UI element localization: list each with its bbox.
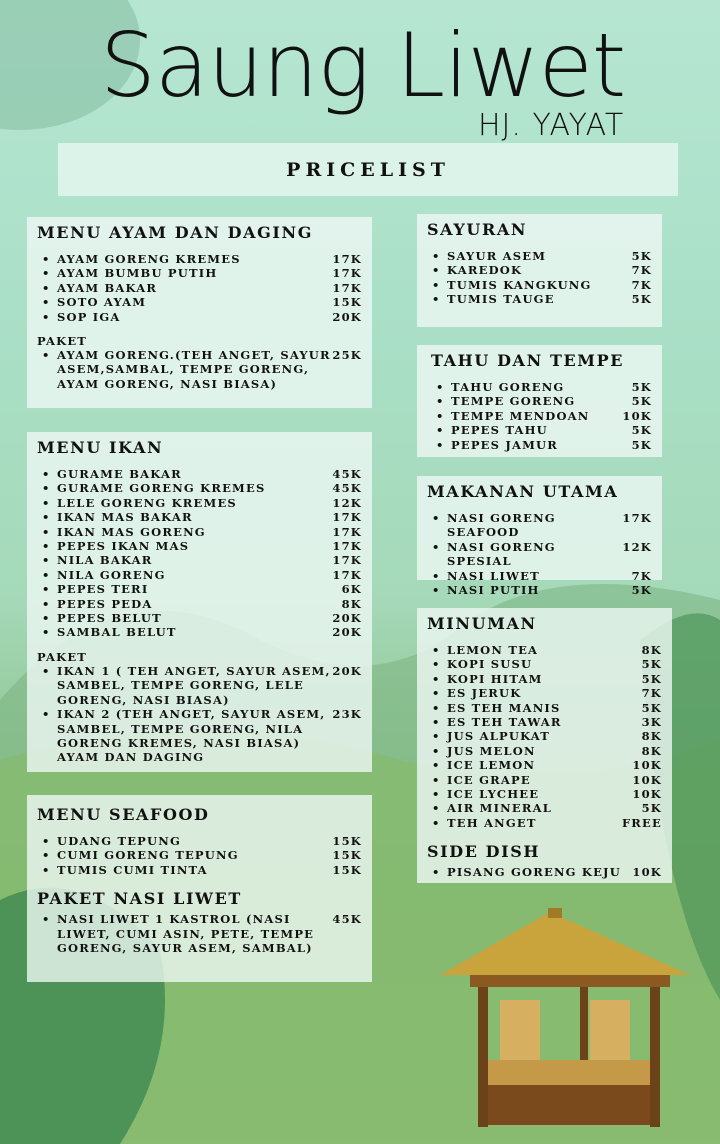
bullet-icon: • bbox=[42, 834, 51, 848]
item-name: TUMIS TAUGE bbox=[447, 292, 555, 307]
menu-item bbox=[427, 278, 652, 292]
item-price: 10K bbox=[632, 772, 662, 787]
item-name: PEPES IKAN MAS bbox=[57, 539, 190, 554]
menu-item bbox=[431, 380, 652, 394]
item-price: 5K bbox=[631, 437, 652, 452]
item-name: ES TEH TAWAR bbox=[447, 715, 562, 730]
section-sayuran bbox=[417, 214, 662, 327]
item-name: IKAN MAS GORENG bbox=[57, 524, 206, 539]
bullet-icon: • bbox=[432, 511, 441, 525]
paket-label: PAKET bbox=[37, 334, 88, 349]
item-price: 17K bbox=[332, 553, 362, 568]
bullet-icon: • bbox=[432, 249, 441, 263]
item-name: IKAN 1 ( TEH ANGET, SAYUR ASEM, SAMBEL, TEMPE GORENG, LELE GORENG, NASI BIASA) bbox=[57, 663, 331, 707]
menu-item bbox=[427, 540, 652, 569]
item-name: NASI GORENG SEAFOOD bbox=[447, 511, 556, 540]
bullet-icon: • bbox=[42, 567, 51, 582]
menu-item bbox=[427, 292, 652, 306]
bullet-icon: • bbox=[42, 582, 51, 597]
menu-item bbox=[427, 729, 662, 743]
item-price: 5K bbox=[631, 583, 652, 598]
section-title: PAKET NASI LIWET bbox=[37, 889, 242, 909]
bullet-icon: • bbox=[436, 408, 445, 423]
item-name: TUMIS CUMI TINTA bbox=[57, 862, 208, 877]
bullet-icon: • bbox=[42, 309, 51, 324]
section-ayam bbox=[27, 217, 372, 408]
item-price: 45K bbox=[332, 467, 362, 481]
section-title: MAKANAN UTAMA bbox=[427, 482, 619, 501]
menu-item bbox=[37, 597, 362, 611]
menu-item bbox=[37, 281, 362, 295]
item-price: 25K bbox=[332, 348, 362, 363]
restaurant-name: Saung Liwet bbox=[100, 14, 626, 117]
menu-item bbox=[431, 438, 652, 452]
item-name: NILA BAKAR bbox=[57, 553, 153, 568]
item-name: NASI LIWET 1 KASTROL (NASI LIWET, CUMI ASIN, PETE, TEMPE GORENG, SAYUR ASEM, SAMBAL) bbox=[57, 912, 315, 956]
bullet-icon: • bbox=[432, 568, 441, 583]
menu-item bbox=[431, 423, 652, 437]
bullet-icon: • bbox=[432, 729, 441, 744]
item-price: 12K bbox=[332, 495, 362, 510]
bullet-icon: • bbox=[42, 524, 51, 539]
menu-item bbox=[37, 707, 362, 765]
bullet-icon: • bbox=[432, 539, 441, 554]
bullet-icon: • bbox=[42, 862, 51, 877]
item-price: 20K bbox=[332, 309, 362, 324]
section-tahu bbox=[417, 345, 662, 457]
item-name: IKAN 2 (TEH ANGET, SAYUR ASEM, SAMBEL, TEMPE GORENG, NILA GORENG KREMES, NASI BIASA) AYAM DAN DAGING bbox=[57, 707, 326, 765]
menu-item bbox=[427, 744, 662, 758]
section-title: MENU IKAN bbox=[37, 438, 164, 457]
item-name: GURAME BAKAR bbox=[57, 467, 182, 481]
item-price: 15K bbox=[332, 848, 362, 863]
menu-item bbox=[37, 553, 362, 567]
bullet-icon: • bbox=[436, 423, 445, 438]
item-price: 10K bbox=[632, 787, 662, 802]
item-price: 5K bbox=[631, 249, 652, 263]
bullet-icon: • bbox=[42, 912, 51, 927]
item-name: PEPES BELUT bbox=[57, 611, 162, 626]
item-name: TEMPE MENDOAN bbox=[451, 408, 590, 423]
bullet-icon: • bbox=[42, 348, 51, 363]
menu-item bbox=[37, 848, 362, 862]
bullet-icon: • bbox=[436, 380, 445, 394]
bullet-icon: • bbox=[42, 481, 51, 496]
item-price: 15K bbox=[332, 834, 362, 848]
item-price: 10K bbox=[632, 758, 662, 773]
item-price: 23K bbox=[332, 707, 362, 722]
menu-item bbox=[37, 611, 362, 625]
menu-item bbox=[37, 467, 362, 481]
item-price: 7K bbox=[631, 277, 652, 292]
item-name: NASI GORENG SPESIAL bbox=[447, 539, 556, 569]
item-name: GURAME GORENG KREMES bbox=[57, 481, 266, 496]
item-price: 5K bbox=[641, 801, 662, 816]
bullet-icon: • bbox=[42, 280, 51, 295]
item-price: 12K bbox=[622, 539, 652, 554]
bullet-icon: • bbox=[432, 743, 441, 758]
item-name: PEPES TERI bbox=[57, 582, 149, 597]
menu-item bbox=[37, 481, 362, 495]
item-name: CUMI GORENG TEPUNG bbox=[57, 848, 239, 863]
bullet-icon: • bbox=[432, 643, 441, 657]
item-name: PISANG GORENG KEJU bbox=[447, 865, 621, 880]
section-seafood bbox=[27, 795, 372, 982]
menu-item bbox=[427, 583, 652, 597]
menu-item bbox=[427, 801, 662, 815]
bullet-icon: • bbox=[42, 539, 51, 554]
menu-item bbox=[37, 496, 362, 510]
menu-item bbox=[427, 643, 662, 657]
bullet-icon: • bbox=[42, 266, 51, 281]
item-price: 17K bbox=[332, 539, 362, 554]
item-name: SAYUR ASEM bbox=[447, 249, 547, 263]
menu-item bbox=[427, 701, 662, 715]
item-price: 5K bbox=[631, 394, 652, 409]
item-price: 17K bbox=[332, 524, 362, 539]
section-utama bbox=[417, 476, 662, 598]
menu-item bbox=[427, 758, 662, 772]
bullet-icon: • bbox=[432, 583, 441, 598]
item-price: 17K bbox=[332, 280, 362, 295]
item-price: 7K bbox=[631, 263, 652, 278]
bullet-icon: • bbox=[432, 758, 441, 773]
bullet-icon: • bbox=[42, 663, 51, 678]
menu-item bbox=[427, 773, 662, 787]
item-price: 17K bbox=[332, 567, 362, 582]
bullet-icon: • bbox=[432, 700, 441, 715]
menu-item bbox=[427, 657, 662, 671]
item-name: LELE GORENG KREMES bbox=[57, 495, 237, 510]
bullet-icon: • bbox=[42, 625, 51, 640]
item-price: 45K bbox=[332, 912, 362, 927]
menu-item bbox=[37, 266, 362, 280]
item-price: 5K bbox=[641, 700, 662, 715]
bullet-icon: • bbox=[42, 707, 51, 722]
menu-item bbox=[427, 715, 662, 729]
item-price: 15K bbox=[332, 862, 362, 877]
item-name: NASI PUTIH bbox=[447, 583, 540, 598]
item-price: 6K bbox=[341, 582, 362, 597]
menu-item bbox=[427, 511, 652, 540]
item-price: 5K bbox=[641, 671, 662, 686]
item-name: KOPI SUSU bbox=[447, 657, 533, 672]
menu-item bbox=[427, 686, 662, 700]
restaurant-subtitle: HJ. YAYAT bbox=[478, 108, 625, 143]
item-name: PEPES JAMUR bbox=[451, 437, 559, 452]
item-price: 17K bbox=[332, 252, 362, 266]
item-price: 45K bbox=[332, 481, 362, 496]
item-name: NILA GORENG bbox=[57, 567, 166, 582]
section-title: SIDE DISH bbox=[427, 842, 541, 862]
bullet-icon: • bbox=[432, 686, 441, 701]
bullet-icon: • bbox=[432, 292, 441, 307]
bullet-icon: • bbox=[42, 611, 51, 626]
item-name: JUS ALPUKAT bbox=[447, 729, 551, 744]
item-name: JUS MELON bbox=[447, 743, 536, 758]
bullet-icon: • bbox=[42, 467, 51, 481]
menu-item bbox=[37, 625, 362, 639]
item-price: 15K bbox=[332, 295, 362, 310]
bullet-icon: • bbox=[432, 787, 441, 802]
section-minuman bbox=[417, 608, 672, 883]
item-name: ICE GRAPE bbox=[447, 772, 531, 787]
bullet-icon: • bbox=[432, 263, 441, 278]
item-price: 17K bbox=[332, 266, 362, 281]
menu-item bbox=[431, 409, 652, 423]
item-name: AYAM BUMBU PUTIH bbox=[57, 266, 218, 281]
item-price: 17K bbox=[332, 510, 362, 525]
bullet-icon: • bbox=[432, 277, 441, 292]
bullet-icon: • bbox=[432, 815, 441, 830]
item-price: 10K bbox=[622, 408, 652, 423]
item-price: 8K bbox=[641, 729, 662, 744]
bullet-icon: • bbox=[432, 657, 441, 672]
bullet-icon: • bbox=[436, 394, 445, 409]
section-title: MINUMAN bbox=[427, 614, 537, 633]
menu-item bbox=[37, 310, 362, 324]
menu-item bbox=[37, 510, 362, 524]
bullet-icon: • bbox=[42, 495, 51, 510]
bullet-icon: • bbox=[436, 437, 445, 452]
item-price: 8K bbox=[641, 643, 662, 657]
item-name: LEMON TEA bbox=[447, 643, 539, 657]
item-name: IKAN MAS BAKAR bbox=[57, 510, 193, 525]
bullet-icon: • bbox=[42, 295, 51, 310]
item-price: 20K bbox=[332, 625, 362, 640]
bullet-icon: • bbox=[42, 553, 51, 568]
section-title: MENU SEAFOOD bbox=[37, 805, 210, 824]
item-price: 5K bbox=[641, 657, 662, 672]
section-title: TAHU DAN TEMPE bbox=[431, 351, 625, 370]
menu-item bbox=[37, 912, 362, 955]
item-name: TUMIS KANGKUNG bbox=[447, 277, 592, 292]
bullet-icon: • bbox=[432, 772, 441, 787]
item-price: 7K bbox=[641, 686, 662, 701]
item-name: TEMPE GORENG bbox=[451, 394, 576, 409]
menu-item bbox=[37, 295, 362, 309]
menu-item bbox=[37, 539, 362, 553]
menu-item bbox=[37, 582, 362, 596]
menu-item bbox=[37, 863, 362, 877]
item-price: 20K bbox=[332, 663, 362, 678]
item-name: AYAM GORENG KREMES bbox=[57, 252, 241, 266]
item-name: PEPES PEDA bbox=[57, 596, 153, 611]
item-name: AIR MINERAL bbox=[447, 801, 553, 816]
item-price: 5K bbox=[631, 423, 652, 438]
paket-label: PAKET bbox=[37, 649, 88, 664]
item-name: ES TEH MANIS bbox=[447, 700, 561, 715]
item-name: UDANG TEPUNG bbox=[57, 834, 181, 848]
menu-item bbox=[37, 834, 362, 848]
item-price: 8K bbox=[341, 596, 362, 611]
item-price: 3K bbox=[641, 715, 662, 730]
item-price: 17K bbox=[622, 511, 652, 525]
item-price: 5K bbox=[631, 380, 652, 394]
item-name: ES JERUK bbox=[447, 686, 522, 701]
menu-item bbox=[37, 568, 362, 582]
item-name: KAREDOK bbox=[447, 263, 523, 278]
bullet-icon: • bbox=[42, 848, 51, 863]
menu-item bbox=[427, 672, 662, 686]
menu-item bbox=[427, 865, 662, 879]
item-name: ICE LEMON bbox=[447, 758, 536, 773]
menu-item bbox=[427, 816, 662, 830]
item-name: SOP IGA bbox=[57, 309, 121, 324]
item-price: 8K bbox=[641, 743, 662, 758]
menu-item bbox=[431, 394, 652, 408]
bullet-icon: • bbox=[42, 510, 51, 525]
bullet-icon: • bbox=[42, 596, 51, 611]
bullet-icon: • bbox=[432, 801, 441, 816]
item-name: SOTO AYAM bbox=[57, 295, 147, 310]
menu-item bbox=[37, 664, 362, 707]
menu-item bbox=[427, 787, 662, 801]
pricelist-banner: PRICELIST bbox=[58, 143, 678, 196]
menu-item bbox=[37, 348, 362, 391]
item-name: TEH ANGET bbox=[447, 815, 537, 830]
item-name: AYAM GORENG.(TEH ANGET, SAYUR ASEM,SAMBAL, TEMPE GORENG, AYAM GORENG, NASI BIASA) bbox=[57, 348, 331, 391]
item-price: 10K bbox=[632, 865, 662, 880]
bullet-icon: • bbox=[432, 671, 441, 686]
section-ikan bbox=[27, 432, 372, 772]
bullet-icon: • bbox=[432, 865, 441, 880]
menu-item bbox=[427, 569, 652, 583]
section-title: SAYURAN bbox=[427, 220, 528, 239]
item-price: 5K bbox=[631, 292, 652, 307]
menu-item bbox=[37, 525, 362, 539]
item-price: 20K bbox=[332, 611, 362, 626]
item-name: ICE LYCHEE bbox=[447, 787, 540, 802]
item-name: TAHU GORENG bbox=[451, 380, 565, 394]
item-name: KOPI HITAM bbox=[447, 671, 543, 686]
menu-item bbox=[427, 263, 652, 277]
bullet-icon: • bbox=[432, 715, 441, 730]
section-title: MENU AYAM DAN DAGING bbox=[37, 223, 313, 242]
item-price: 7K bbox=[631, 568, 652, 583]
item-price: FREE bbox=[621, 815, 662, 830]
item-name: PEPES TAHU bbox=[451, 423, 548, 438]
bullet-icon: • bbox=[42, 252, 51, 266]
menu-item bbox=[37, 252, 362, 266]
menu-item bbox=[427, 249, 652, 263]
item-name: NASI LIWET bbox=[447, 568, 540, 583]
item-name: SAMBAL BELUT bbox=[57, 625, 177, 640]
item-name: AYAM BAKAR bbox=[57, 280, 158, 295]
